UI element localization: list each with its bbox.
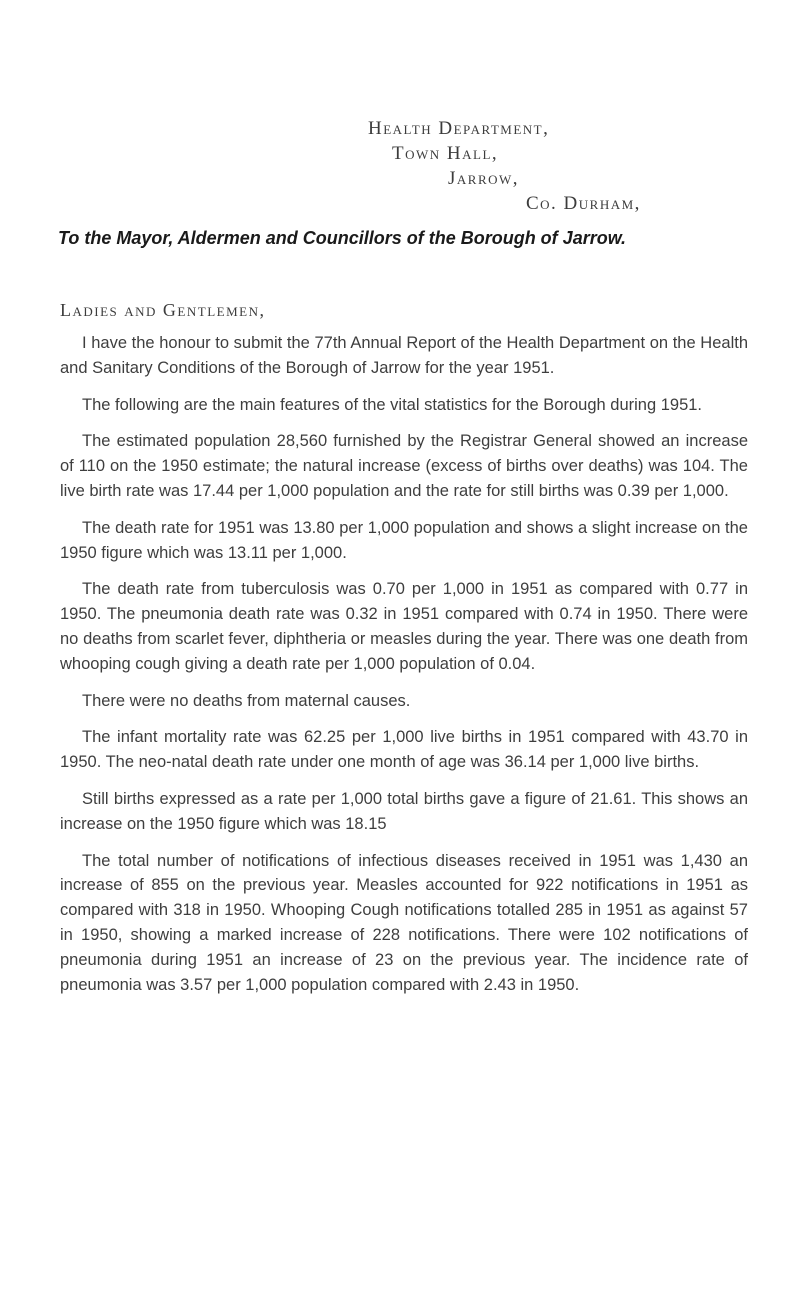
paragraph-population: The estimated population 28,560 furnished by the Registrar General showed an increase of 110 on the 1950 estimate; the natural increase (excess of births over deaths) was 104. The live birth rate was 17.44 per 1,000 population and the rate for still births was 0.39 per 1,000. bbox=[60, 432, 748, 500]
greeting: Ladies and Gentlemen, bbox=[60, 300, 266, 320]
paragraph-main-features: The following are the main features of the vital statistics for the Borough during 1951. bbox=[82, 395, 703, 414]
address-building: Town Hall, bbox=[392, 143, 499, 164]
address-town: Jarrow, bbox=[448, 168, 520, 189]
address-county: Co. Durham, bbox=[526, 193, 641, 214]
report-body bbox=[60, 331, 748, 1009]
paragraph-still-births: Still births expressed as a rate per 1,000 total births gave a figure of 21.61. This shows an increase on the 1950 figure which was 18.15 bbox=[60, 789, 748, 833]
paragraph-infant-mortality: The infant mortality rate was 62.25 per 1,000 live births in 1951 compared with 43.70 in 1950. The neo-natal death rate under one month of age was 36.14 per 1,000 live births. bbox=[60, 728, 748, 772]
address-department: Health Department, bbox=[368, 118, 550, 139]
paragraph-notifications: The total number of notifications of infectious diseases received in 1951 was 1,430 an increase of 855 on the previous year. Measles accounted for 922 notifications in 1951 as compared with 318 in 1950. Whooping Cough notifications totalled 285 in 1951 as against 57 in 1950, showing a marked increase of 228 notifications. There were 102 notifications of pneumonia during 1951 an increase of 23 on the previous year. The incidence rate of pneumonia was 3.57 per 1,000 population compared with 2.43 in 1950. bbox=[60, 851, 748, 994]
paragraph-introduction: I have the honour to submit the 77th Annual Report of the Health Department on the Health and Sanitary Conditions of the Borough of Jarrow for the year 1951. bbox=[60, 334, 748, 377]
paragraph-tuberculosis-pneumonia: The death rate from tuberculosis was 0.70 per 1,000 in 1951 as compared with 0.77 in 1950. The pneumonia death rate was 0.32 in 1951 compared with 0.74 in 1950. There were no deaths from scarlet fever, diphtheria or measles during the year. There was one death from whooping cough giving a death rate per 1,000 population of 0.04. bbox=[60, 580, 748, 673]
addressee-line: To the Mayor, Aldermen and Councillors of the Borough of Jarrow. bbox=[58, 228, 627, 248]
paragraph-maternal: There were no deaths from maternal causes. bbox=[82, 691, 411, 710]
paragraph-death-rate: The death rate for 1951 was 13.80 per 1,000 population and shows a slight increase on the 1950 figure which was 13.11 per 1,000. bbox=[60, 518, 748, 562]
